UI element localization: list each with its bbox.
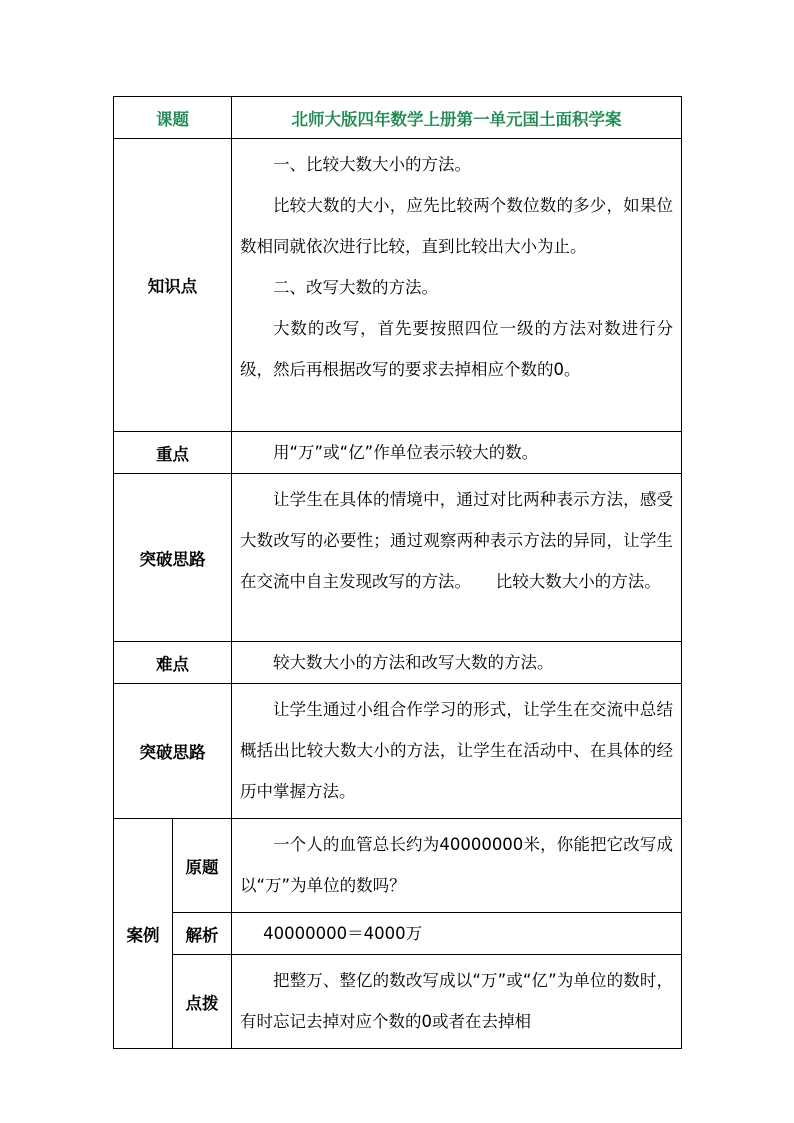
knowledge-paragraph: 一、比较大数大小的方法。 [273, 155, 471, 174]
case-row-analysis [114, 913, 682, 955]
lesson-title: 北师大版四年数学上册第一单元国土面积学案 [232, 97, 682, 139]
case-tip-text: 把整万、整亿的数改写成以“万”或“亿”为单位的数时，有时忘记去掉对应个数的0或者在去掉相 [240, 971, 673, 1031]
difficulty-text: 较大数大小的方法和改写大数的方法。 [273, 653, 554, 672]
case-sub-label: 点拨 [173, 955, 232, 1049]
case-sub-label: 解析 [173, 913, 232, 955]
key-point-content [232, 432, 682, 474]
case-label: 案例 [114, 819, 173, 1049]
breakthrough-content-2 [232, 684, 682, 819]
case-row-tip [114, 955, 682, 1049]
header-row [114, 97, 682, 139]
case-tip-content [232, 955, 682, 1049]
lesson-plan-table [113, 96, 682, 1049]
knowledge-label: 知识点 [114, 139, 232, 432]
difficulty-row [114, 642, 682, 684]
key-point-row [114, 432, 682, 474]
case-row-original [114, 819, 682, 913]
case-original-content [232, 819, 682, 913]
case-analysis-text: 40000000＝4000万 [263, 924, 423, 943]
case-original-text: 一个人的血管总长约为40000000米，你能把它改写成以“万”为单位的数吗？ [240, 835, 673, 895]
difficulty-label: 难点 [114, 642, 232, 684]
knowledge-paragraph: 二、改写大数的方法。 [273, 278, 438, 297]
knowledge-paragraph: 大数的改写，首先要按照四位一级的方法对数进行分级，然后再根据改写的要求去掉相应个数的0。 [240, 319, 673, 379]
case-analysis-content [232, 913, 682, 955]
breakthrough-row-2 [114, 684, 682, 819]
knowledge-row [114, 139, 682, 432]
case-sub-label: 原题 [173, 819, 232, 913]
header-label: 课题 [114, 97, 232, 139]
breakthrough-row-1 [114, 474, 682, 642]
difficulty-content [232, 642, 682, 684]
breakthrough-content-1 [232, 474, 682, 642]
knowledge-paragraph: 比较大数的大小，应先比较两个数位数的多少，如果位数相同就依次进行比较，直到比较出大小为止。 [240, 196, 673, 256]
key-point-text: 用“万”或“亿”作单位表示较大的数。 [273, 443, 539, 462]
breakthrough-text-2: 让学生通过小组合作学习的形式，让学生在交流中总结概括出比较大数大小的方法，让学生在活动中、在具体的经历中掌握方法。 [240, 700, 673, 801]
key-point-label: 重点 [114, 432, 232, 474]
breakthrough-text-1: 让学生在具体的情境中，通过对比两种表示方法，感受大数改写的必要性；通过观察两种表示方法的异同，让学生在交流中自主发现改写的方法。 比较大数大小的方法。 [240, 490, 673, 591]
knowledge-content [232, 139, 682, 432]
breakthrough-label-1: 突破思路 [114, 474, 232, 642]
breakthrough-label-2: 突破思路 [114, 684, 232, 819]
